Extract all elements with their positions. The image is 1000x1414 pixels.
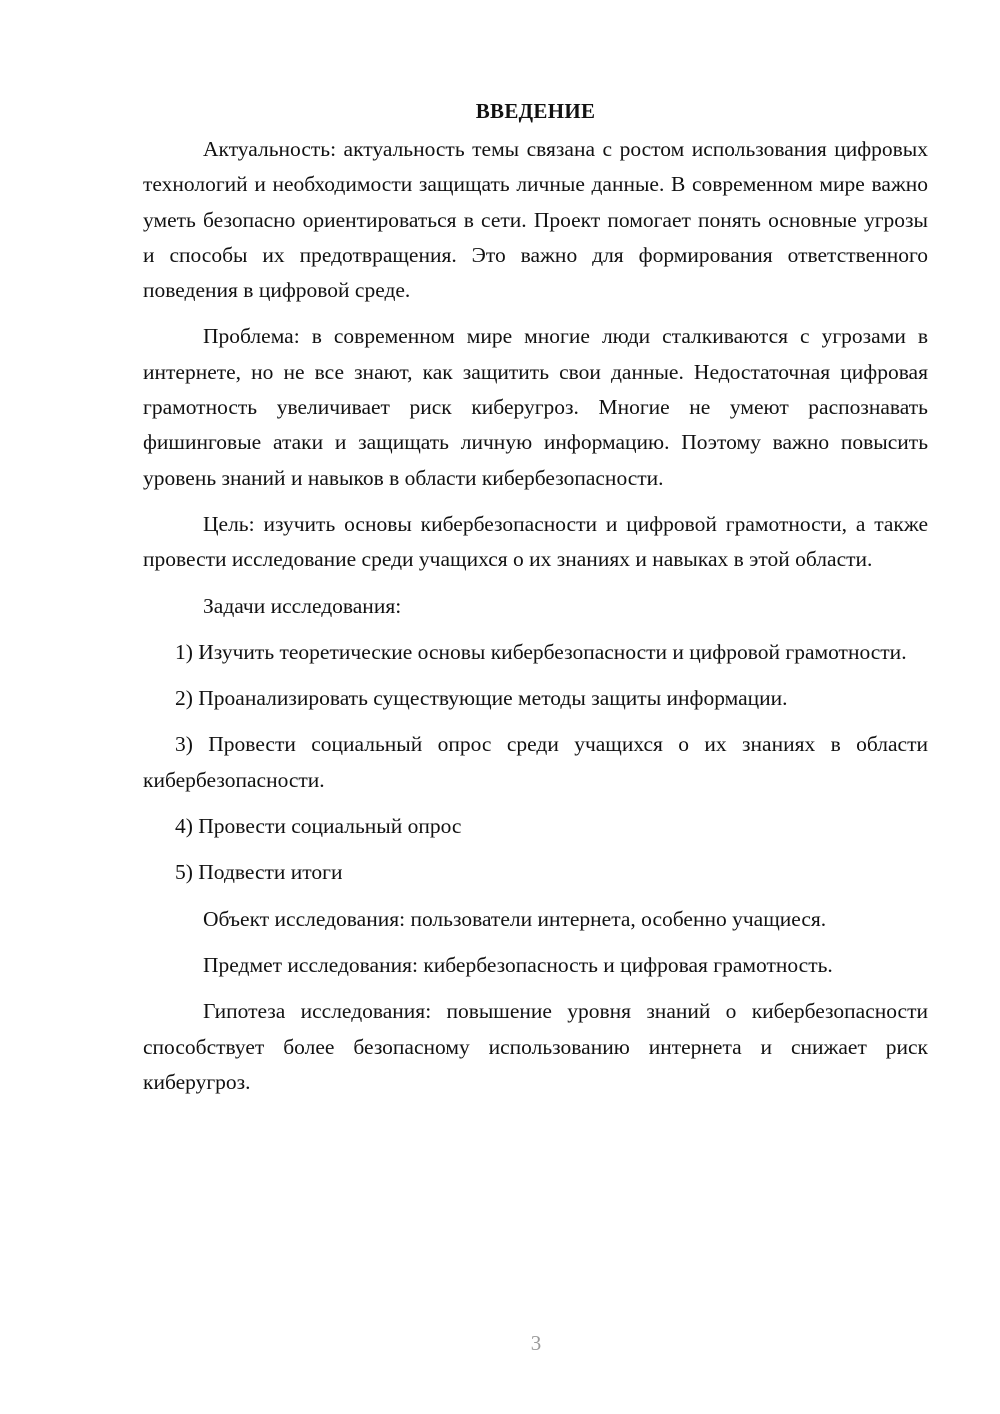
section-title: ВВЕДЕНИЕ [475, 99, 596, 123]
task-item-5: 5) Подвести итоги [175, 860, 343, 885]
hypothesis-paragraph: Гипотеза исследования: повышение уровня знаний о кибербезопасности способствует более безопасному использованию интернета и снижает риск киберугроз. [143, 999, 928, 1094]
document-page [143, 96, 928, 1111]
tasks-heading: Задачи исследования: [203, 593, 402, 618]
task-item-1: 1) Изучить теоретические основы кибербезопасности и цифровой грамотности. [175, 639, 907, 664]
task-item-3: 3) Провести социальный опрос среди учащихся о их знаниях в области кибербезопасности. [143, 732, 928, 792]
goal-paragraph: Цель: изучить основы кибербезопасности и цифровой грамотности, а также провести исследование среди учащихся о их знаниях и навыках в этой области. [143, 511, 928, 572]
object-paragraph: Объект исследования: пользователи интернета, особенно учащиеся. [203, 906, 827, 931]
page-number: 3 [530, 1331, 542, 1355]
subject-paragraph: Предмет исследования: кибербезопасность и цифровая грамотность. [203, 952, 833, 977]
task-item-4: 4) Провести социальный опрос [175, 814, 462, 839]
relevance-paragraph: Актуальность: актуальность темы связана с ростом использования цифровых технологий и необходимости защищать личные данные. В современном мире важно уметь безопасно ориентироваться в сети. Проект помогает понять основные угрозы и способы их предотвращения. Это важно для формирования ответственного поведения в цифровой среде. [143, 137, 928, 303]
problem-paragraph: Проблема: в современном мире многие люди сталкиваются с угрозами в интернете, но не все знают, как защитить свои данные. Недостаточная цифровая грамотность увеличивает риск киберугроз. Многие не умеют распознавать фишинговые атаки и защищать личную информацию. Поэтому важно повысить уровень знаний и навыков в области кибербезопасности. [143, 324, 928, 490]
task-item-2: 2) Проанализировать существующие методы защиты информации. [175, 686, 788, 711]
